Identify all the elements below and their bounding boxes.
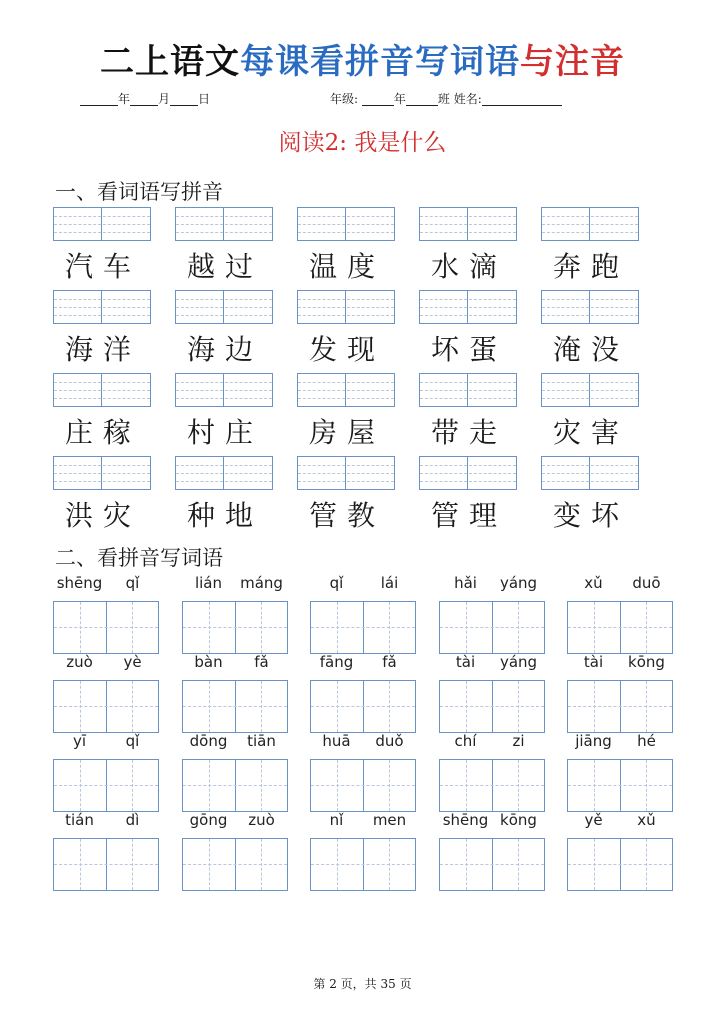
pinyin-item (53, 811, 159, 890)
pinyin-syllable: yáng (499, 653, 538, 671)
pinyin-item (53, 574, 159, 653)
page-footer: 第 2 页，共 35 页 (313, 977, 412, 991)
pinyin-label (182, 653, 288, 675)
pinyin-syllable: fǎ (382, 653, 397, 671)
pinyin-row (53, 653, 683, 732)
pinyin-item (182, 811, 288, 890)
pinyin-syllable: lián (194, 574, 223, 592)
pinyin-item (439, 811, 545, 890)
day-blank[interactable] (170, 92, 198, 106)
word-row (53, 207, 653, 290)
class-name-label: 班 姓名: (437, 92, 482, 106)
chinese-word: 带走 (430, 416, 507, 449)
month-label: 月 (158, 92, 171, 106)
pinyin-item (53, 653, 159, 732)
pinyin-writing-box[interactable] (297, 290, 395, 324)
pinyin-item (439, 732, 545, 811)
pinyin-item (439, 574, 545, 653)
word-item (541, 456, 641, 539)
word-item (541, 373, 641, 456)
pinyin-label (439, 653, 545, 675)
word-item (419, 290, 519, 373)
word-to-pinyin-grid (53, 207, 653, 539)
chinese-word: 管理 (430, 499, 507, 532)
word-item (175, 456, 275, 539)
pinyin-label (439, 732, 545, 754)
grade-blank[interactable] (362, 92, 394, 106)
pinyin-writing-box[interactable] (175, 373, 273, 407)
word-item (297, 456, 397, 539)
year-blank[interactable] (80, 92, 118, 106)
pinyin-syllable: zuò (248, 811, 275, 829)
character-writing-grid[interactable] (310, 838, 416, 891)
pinyin-writing-box[interactable] (419, 290, 517, 324)
pinyin-syllable: zi (512, 732, 525, 750)
chinese-word: 洪灾 (64, 499, 141, 532)
character-writing-grid[interactable] (439, 759, 545, 812)
pinyin-label (182, 732, 288, 754)
title-part-grade: 二上语文 (100, 42, 240, 82)
pinyin-syllable: qǐ (125, 732, 140, 750)
character-writing-grid[interactable] (182, 601, 288, 654)
pinyin-item (310, 811, 416, 890)
pinyin-row (53, 574, 683, 653)
pinyin-syllable: yè (123, 653, 142, 671)
character-writing-grid[interactable] (53, 601, 159, 654)
pinyin-item (567, 653, 673, 732)
pinyin-syllable: kōng (628, 653, 665, 671)
pinyin-writing-box[interactable] (53, 207, 151, 241)
pinyin-syllable: fǎ (254, 653, 269, 671)
word-item (175, 290, 275, 373)
pinyin-syllable: yáng (499, 574, 538, 592)
info-line (0, 90, 725, 110)
pinyin-writing-box[interactable] (541, 373, 639, 407)
pinyin-writing-box[interactable] (175, 290, 273, 324)
word-item (53, 207, 153, 290)
pinyin-syllable: tiān (247, 732, 276, 750)
chinese-word: 海边 (186, 333, 263, 366)
pinyin-label (53, 811, 159, 833)
pinyin-writing-box[interactable] (541, 290, 639, 324)
pinyin-label (182, 811, 288, 833)
character-writing-grid[interactable] (567, 680, 673, 733)
pinyin-syllable: yī (72, 732, 87, 750)
grade-label: 年级: (330, 92, 359, 106)
chinese-word: 村庄 (186, 416, 263, 449)
pinyin-writing-box[interactable] (297, 456, 395, 490)
pinyin-writing-box[interactable] (175, 456, 273, 490)
nian-label: 年 (393, 92, 406, 106)
word-item (53, 456, 153, 539)
pinyin-to-word-grid (53, 574, 683, 890)
pinyin-writing-box[interactable] (419, 373, 517, 407)
pinyin-writing-box[interactable] (53, 456, 151, 490)
section2-heading: 二、看拼音写词语 (55, 546, 223, 570)
pinyin-syllable: shēng (56, 574, 103, 592)
pinyin-item (310, 574, 416, 653)
character-writing-grid[interactable] (567, 759, 673, 812)
character-writing-grid[interactable] (310, 759, 416, 812)
chinese-word: 汽车 (64, 250, 141, 283)
pinyin-label (567, 653, 673, 675)
character-writing-grid[interactable] (53, 759, 159, 812)
pinyin-syllable: fāng (319, 653, 354, 671)
word-item (297, 373, 397, 456)
class-blank[interactable] (406, 92, 438, 106)
character-writing-grid[interactable] (53, 838, 159, 891)
character-writing-grid[interactable] (567, 838, 673, 891)
pinyin-label (439, 811, 545, 833)
word-item (419, 373, 519, 456)
pinyin-item (567, 811, 673, 890)
chinese-word: 灾害 (552, 416, 629, 449)
pinyin-writing-box[interactable] (541, 456, 639, 490)
pinyin-writing-box[interactable] (541, 207, 639, 241)
pinyin-writing-box[interactable] (53, 373, 151, 407)
chinese-word: 奔跑 (552, 250, 629, 283)
date-fields (80, 90, 210, 107)
pinyin-syllable: máng (240, 574, 283, 592)
name-blank[interactable] (482, 92, 562, 106)
pinyin-label (310, 653, 416, 675)
pinyin-label (567, 732, 673, 754)
word-item (419, 207, 519, 290)
pinyin-label (53, 732, 159, 754)
pinyin-label (310, 811, 416, 833)
chinese-word: 种地 (186, 499, 263, 532)
character-writing-grid[interactable] (310, 680, 416, 733)
character-writing-grid[interactable] (439, 601, 545, 654)
character-writing-grid[interactable] (182, 680, 288, 733)
pinyin-syllable: huā (322, 732, 351, 750)
pinyin-label (567, 811, 673, 833)
pinyin-syllable: dōng (189, 732, 228, 750)
pinyin-label (310, 574, 416, 596)
word-item (175, 207, 275, 290)
chinese-word: 坏蛋 (430, 333, 507, 366)
pinyin-item (53, 732, 159, 811)
pinyin-syllable: yě (584, 811, 603, 829)
pinyin-label (439, 574, 545, 596)
pinyin-writing-box[interactable] (53, 290, 151, 324)
word-row (53, 373, 653, 456)
pinyin-syllable: shēng (442, 811, 489, 829)
pinyin-syllable: jiāng (575, 732, 612, 750)
pinyin-writing-box[interactable] (297, 207, 395, 241)
word-item (297, 207, 397, 290)
character-writing-grid[interactable] (567, 601, 673, 654)
pinyin-label (182, 574, 288, 596)
day-label: 日 (198, 92, 211, 106)
character-writing-grid[interactable] (439, 838, 545, 891)
pinyin-syllable: bàn (194, 653, 223, 671)
pinyin-row (53, 811, 683, 890)
pinyin-writing-box[interactable] (175, 207, 273, 241)
pinyin-syllable: hé (637, 732, 656, 750)
section1-heading: 一、看词语写拼音 (55, 180, 223, 204)
chinese-word: 越过 (186, 250, 263, 283)
pinyin-syllable: nǐ (329, 811, 344, 829)
word-item (175, 373, 275, 456)
pinyin-item (439, 653, 545, 732)
pinyin-syllable: zuò (66, 653, 93, 671)
pinyin-syllable: tài (455, 653, 476, 671)
chinese-word: 水滴 (430, 250, 507, 283)
character-writing-grid[interactable] (310, 601, 416, 654)
pinyin-item (182, 653, 288, 732)
character-writing-grid[interactable] (439, 680, 545, 733)
pinyin-writing-box[interactable] (297, 373, 395, 407)
pinyin-item (567, 574, 673, 653)
chinese-word: 海洋 (64, 333, 141, 366)
pinyin-syllable: duō (632, 574, 661, 592)
pinyin-syllable: tài (583, 653, 604, 671)
word-row (53, 456, 653, 539)
pinyin-writing-box[interactable] (419, 456, 517, 490)
chinese-word: 变坏 (552, 499, 629, 532)
character-writing-grid[interactable] (182, 838, 288, 891)
pinyin-syllable: lái (380, 574, 399, 592)
chinese-word: 管教 (308, 499, 385, 532)
pinyin-syllable: qǐ (125, 574, 140, 592)
pinyin-item (567, 732, 673, 811)
pinyin-syllable: xǔ (637, 811, 656, 829)
chinese-word: 房屋 (308, 416, 385, 449)
word-item (297, 290, 397, 373)
word-item (419, 456, 519, 539)
lesson-title: 阅读2: 我是什么 (278, 130, 447, 156)
word-item (53, 373, 153, 456)
pinyin-syllable: men (372, 811, 407, 829)
chinese-word: 庄稼 (64, 416, 141, 449)
pinyin-label (310, 732, 416, 754)
character-writing-grid[interactable] (182, 759, 288, 812)
title-part-suffix: 与注音 (520, 42, 625, 82)
chinese-word: 发现 (308, 333, 385, 366)
pinyin-syllable: kōng (500, 811, 537, 829)
pinyin-syllable: hǎi (454, 574, 477, 592)
word-row (53, 290, 653, 373)
word-item (541, 290, 641, 373)
pinyin-row (53, 732, 683, 811)
pinyin-label (53, 653, 159, 675)
pinyin-label (567, 574, 673, 596)
chinese-word: 温度 (308, 250, 385, 283)
title-part-main: 每课看拼音写词语 (240, 42, 520, 82)
pinyin-syllable: chí (454, 732, 477, 750)
word-item (53, 290, 153, 373)
pinyin-item (182, 732, 288, 811)
year-label: 年 (118, 92, 131, 106)
pinyin-syllable: qǐ (329, 574, 344, 592)
chinese-word: 淹没 (552, 333, 629, 366)
character-writing-grid[interactable] (53, 680, 159, 733)
student-fields (330, 90, 562, 107)
pinyin-syllable: tián (65, 811, 94, 829)
pinyin-writing-box[interactable] (419, 207, 517, 241)
pinyin-item (310, 732, 416, 811)
pinyin-item (182, 574, 288, 653)
pinyin-label (53, 574, 159, 596)
pinyin-syllable: dì (125, 811, 140, 829)
pinyin-syllable: duǒ (375, 732, 404, 750)
word-item (541, 207, 641, 290)
pinyin-syllable: xǔ (584, 574, 603, 592)
pinyin-item (310, 653, 416, 732)
pinyin-syllable: gōng (189, 811, 228, 829)
worksheet-title (0, 34, 725, 83)
month-blank[interactable] (130, 92, 158, 106)
